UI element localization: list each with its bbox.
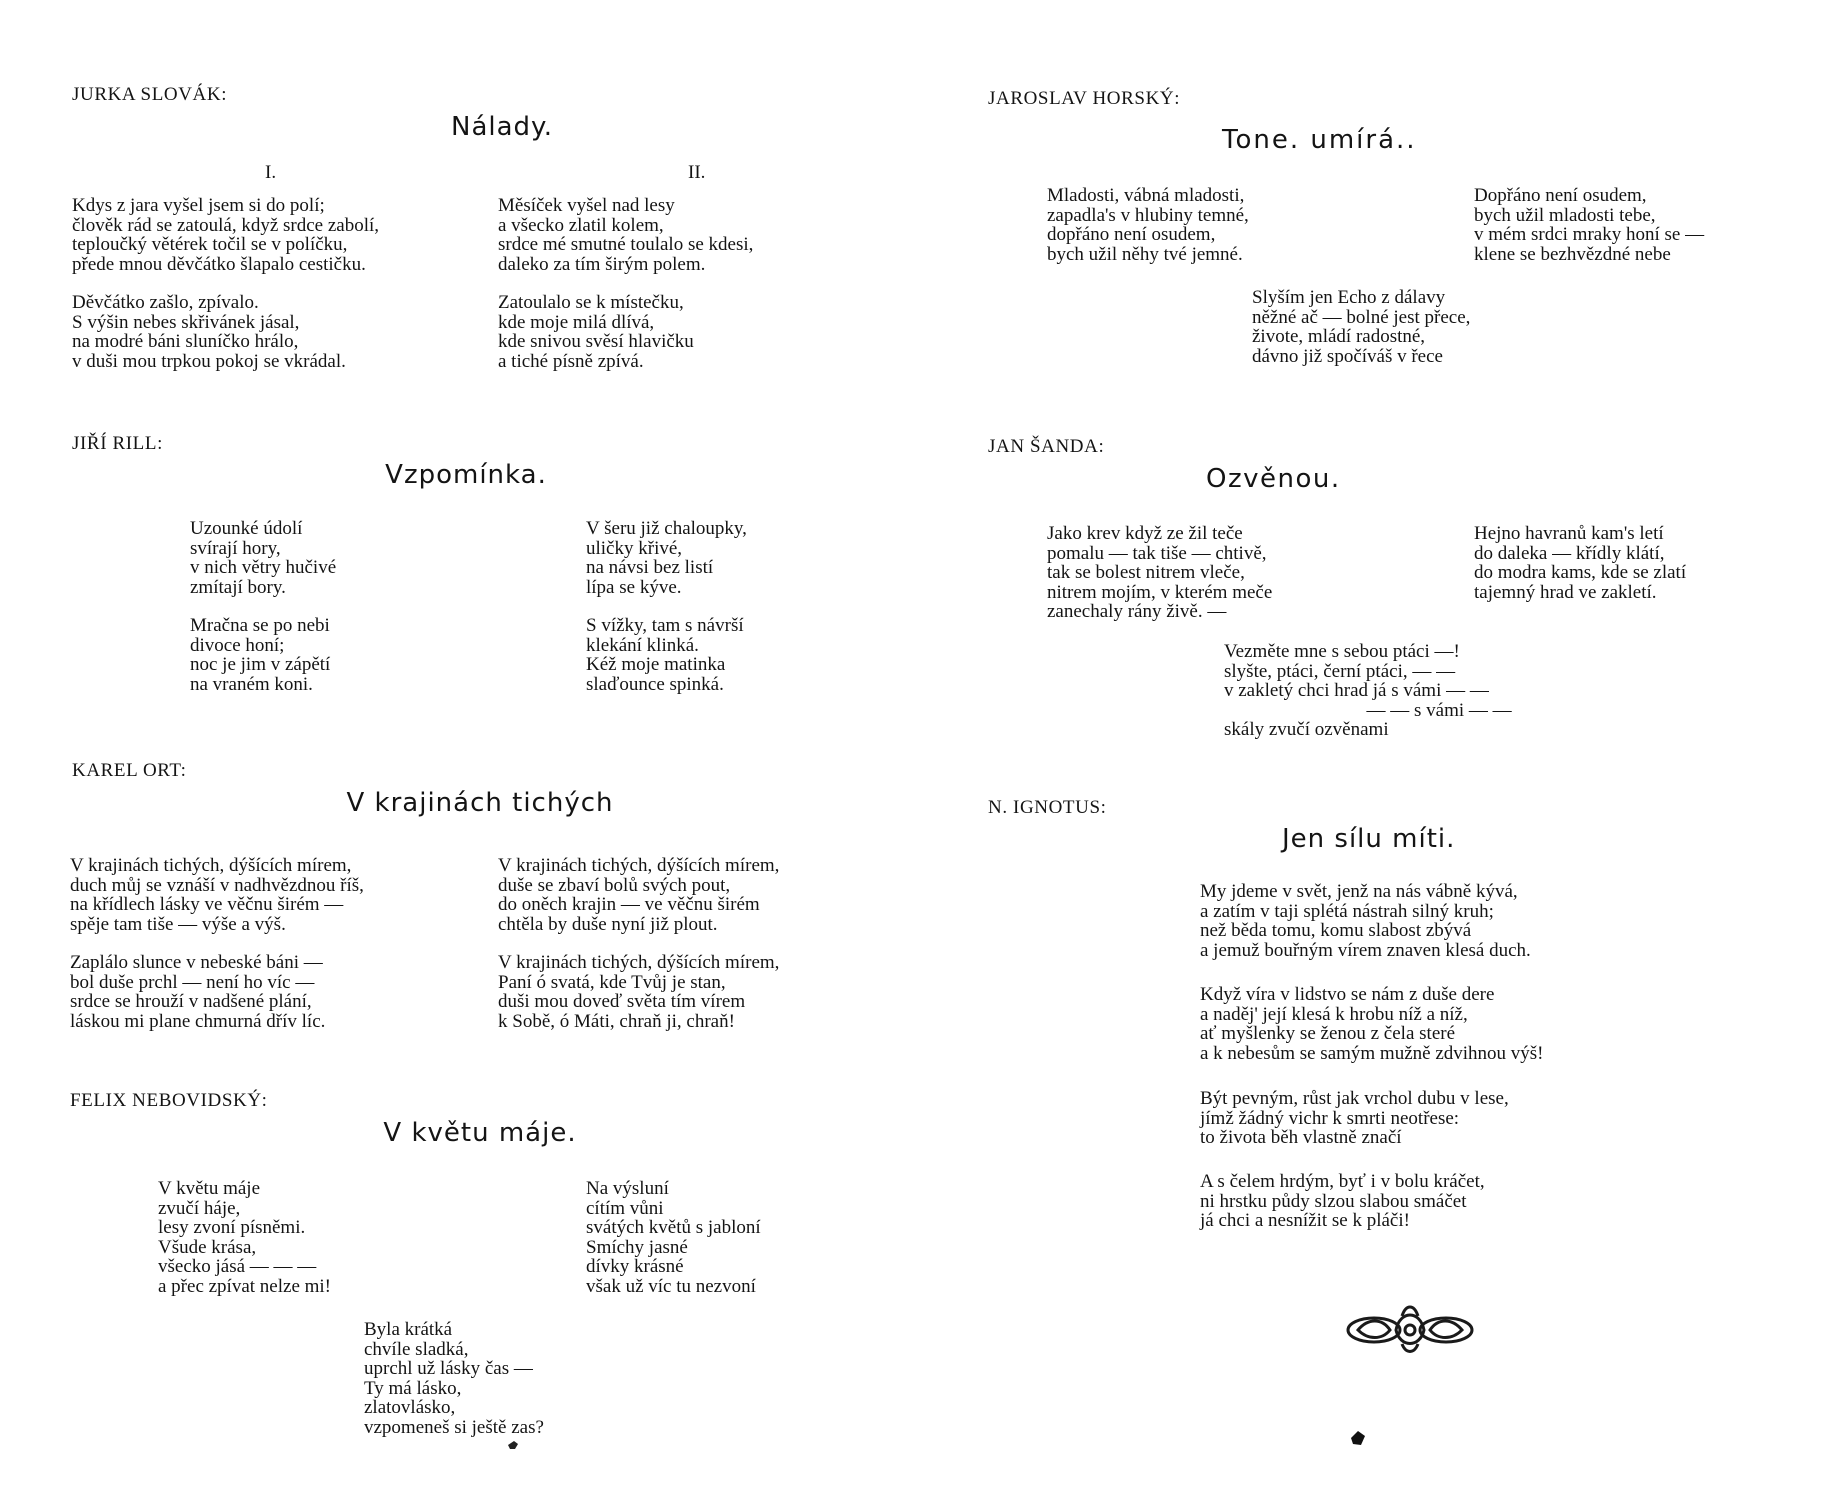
stanza: V květu máje zvučí háje, lesy zvoní písněmi. Všude krása, všecko jásá — — — a přec zpívat nelze mi! (158, 1178, 332, 1297)
title-ozvenou: Ozvěnou. (1206, 464, 1341, 494)
author-jan-sanda: JAN ŠANDA: (988, 436, 1105, 457)
stanza: My jdeme v svět, jenž na nás vábně kývá, a zatím v taji splétá nástrah silný kruh; než běda tomu, komu slabost zbývá a jemuž bouřným vírem znaven klesá duch. (1200, 881, 1531, 961)
author-karel-ort: KAREL ORT: (72, 760, 187, 781)
stanza: Mladosti, vábná mladosti, zapadla's v hlubiny temné, dopřáno není osudem, bych užil něhy tvé jemné. (1047, 185, 1249, 265)
author-jaroslav-horsky: JAROSLAV HORSKÝ: (988, 88, 1181, 109)
stanza: Dopřáno není osudem, bych užil mladosti tebe, v mém srdci mraky honí se — klene se bezhvězdné nebe (1474, 185, 1705, 265)
page-mark-icon (1348, 1428, 1368, 1448)
stanza: Vezměte mne s sebou ptáci —! slyšte, ptáci, černí ptáci, — — v zakletý chci hrad já s vámi — — — — s vámi — — skály zvučí ozvěnami (1224, 641, 1512, 740)
stanza: V šeru již chaloupky, uličky křivé, na návsi bez listí lípa se kýve. (586, 518, 747, 598)
title-vzpominka: Vzpomínka. (385, 460, 547, 490)
title-jen-silu-miti: Jen sílu míti. (1282, 824, 1456, 854)
part-number-2: II. (688, 162, 706, 183)
page-mark-icon (506, 1438, 520, 1452)
stanza: Jako krev když ze žil teče pomalu — tak tiše — chtivě, tak se bolest nitrem vleče, nitrem mojím, v kterém meče zanechaly rány živě. — (1047, 523, 1273, 622)
stanza: V krajinách tichých, dýšících mírem, duch můj se vznáší v nadhvězdnou říš, na křídlech lásky ve věčnu širém — spěje tam tiše — výše a výš. (70, 855, 364, 935)
stanza: Zaplálo slunce v nebeské báni — bol duše prchl — není ho víc — srdce se hrouží v nadšené plání, láskou mi plane chmurná dřív líc. (70, 952, 326, 1032)
author-jurka-slovak: JURKA SLOVÁK: (72, 84, 228, 105)
title-v-kvetu-maje: V květu máje. (383, 1118, 577, 1148)
stanza: Uzounké údolí svírají hory, v nich větry hučivé zmítají bory. (190, 518, 337, 598)
author-felix-nebovidsky: FELIX NEBOVIDSKÝ: (70, 1090, 268, 1111)
stanza: Měsíček vyšel nad lesy a všecko zlatil kolem, srdce mé smutné toulalo se kdesi, daleko za tím širým polem. (498, 195, 754, 275)
title-nalady: Nálady. (451, 112, 553, 142)
stanza: Mračna se po nebi divoce honí; noc je jim v zápětí na vraném koni. (190, 615, 331, 695)
stanza: Hejno havranů kam's letí do daleka — křídly klátí, do modra kams, kde se zlatí tajemný hrad ve zakletí. (1474, 523, 1687, 603)
stanza: Byla krátká chvíle sladká, uprchl už lásky čas — Ty má lásko, zlatovlásko, vzpomeneš si ještě zas? (364, 1319, 544, 1438)
stanza: Zatoulalo se k místečku, kde moje milá dlívá, kde snivou svěsí hlavičku a tiché písně zpívá. (498, 292, 694, 372)
part-number-1: I. (265, 162, 277, 183)
stanza: Když víra v lidstvo se nám z duše dere a naděj' její klesá k hrobu níž a níž, ať myšlenky se ženou z čela steré a k nebesům se samým mužně zdvihnou výš! (1200, 984, 1544, 1064)
stanza: Na výsluní cítím vůni svátých květů s jabloní Smíchy jasné dívky krásné však už víc tu nezvoní (586, 1178, 761, 1297)
author-jiri-rill: JIŘÍ RILL: (72, 433, 163, 454)
stanza: V krajinách tichých, dýšících mírem, duše se zbaví bolů svých pout, do oněch krajin — ve věčnu širém chtěla by duše nyní již plout. (498, 855, 780, 935)
stanza: Slyším jen Echo z dálavy něžné ač — bolné jest přece, živote, mládí radostné, dávno již spočíváš v řece (1252, 287, 1471, 367)
stanza: Děvčátko zašlo, zpívalo. S výšin nebes skřivánek jásal, na modré báni sluníčko hrálo, v duši mou trpkou pokoj se vkrádal. (72, 292, 346, 372)
title-tone-umira: Tone. umírá.. (1222, 125, 1417, 155)
title-v-krajinach-tichych: V krajinách tichých (346, 788, 614, 818)
stanza: Být pevným, růst jak vrchol dubu v lese, jímž žádný vichr k smrti neotřese: to života běh vlastně značí (1200, 1088, 1509, 1148)
stanza: A s čelem hrdým, byť i v bolu kráčet, ni hrstku půdy slzou slabou smáčet já chci a nesnížit se k pláči! (1200, 1171, 1485, 1231)
stanza: V krajinách tichých, dýšících mírem, Paní ó svatá, kde Tvůj je stan, duši mou doveď světa tím vírem k Sobě, ó Máti, chraň ji, chraň! (498, 952, 780, 1032)
author-n-ignotus: N. IGNOTUS: (988, 797, 1107, 818)
stanza: Kdys z jara vyšel jsem si do polí; člověk rád se zatoulá, když srdce zabolí, teploučký větérek točil se v políčku, přede mnou děvčátko šlapalo cestičku. (72, 195, 380, 275)
flourish-ornament-icon (1340, 1296, 1480, 1360)
stanza: S vížky, tam s návrší klekání klinká. Kéž moje matinka slaďounce spinká. (586, 615, 744, 695)
